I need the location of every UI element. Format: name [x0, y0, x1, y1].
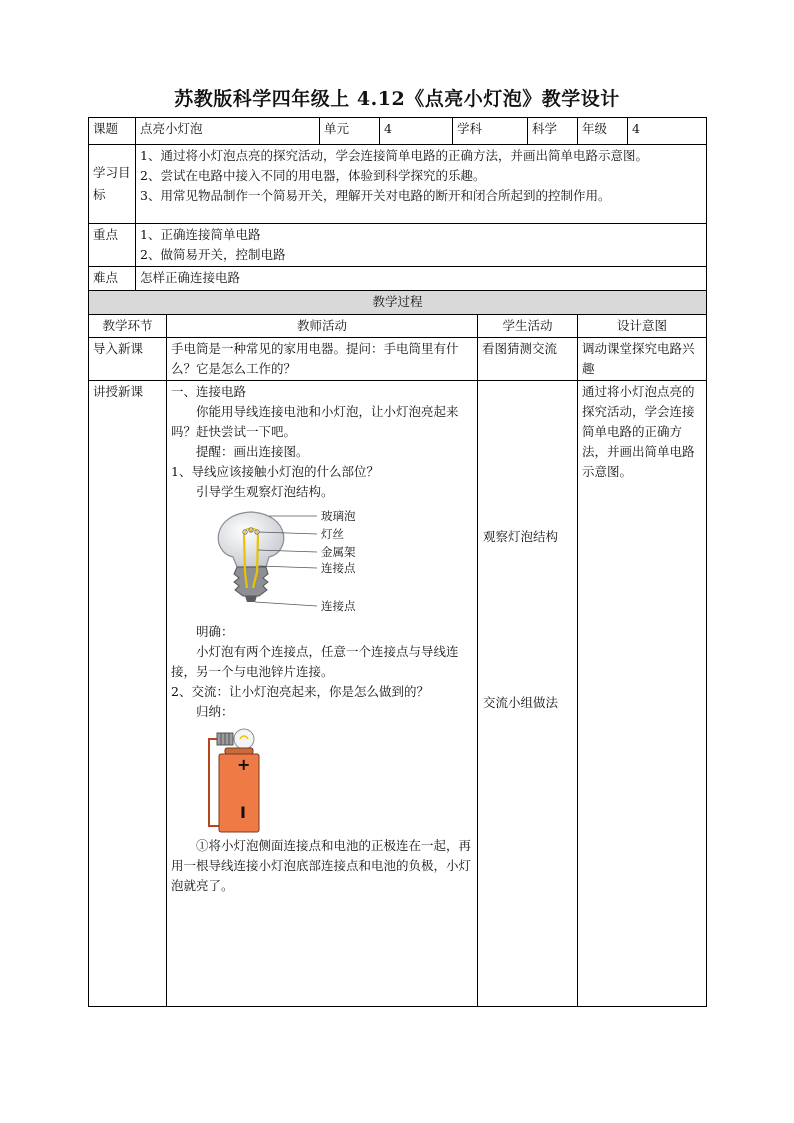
grade-value: 4: [628, 118, 707, 145]
subject-label: 学科: [453, 118, 528, 145]
intro-row: [89, 338, 707, 381]
lecture-stage: 讲授新课: [89, 381, 167, 1007]
objective-item: 3、用常见物品制作一个简易开关，理解开关对电路的断开和闭合所起到的控制作用。: [140, 188, 611, 203]
grade-label: 年级: [578, 118, 628, 145]
teacher-text: 你能用导线连接电池和小灯泡，让小灯泡亮起来吗？赶快尝试一下吧。: [171, 404, 459, 439]
teacher-text: ①将小灯泡侧面连接点和电池的正极连在一起，再用一根导线连接小灯泡底部连接点和电池的负极，小灯泡就亮了。: [171, 838, 472, 893]
column-student: 学生活动: [478, 315, 578, 338]
lecture-student: [478, 381, 578, 1007]
student-activity: 交流小组做法: [483, 695, 559, 710]
unit-label: 单元: [320, 118, 380, 145]
intro-student: 看图猜测交流: [478, 338, 578, 381]
battery-bulb-image: [199, 726, 319, 834]
lecture-teacher: [167, 381, 478, 1007]
key-point-item: 1、正确连接简单电路: [140, 227, 261, 242]
unit-value: 4: [380, 118, 453, 145]
lecture-row: [89, 381, 707, 1007]
bulb-label-filament: 灯丝: [321, 527, 344, 541]
key-points-row: [89, 224, 707, 267]
teacher-text: 明确：: [196, 624, 234, 639]
lesson-plan-table: [88, 117, 707, 1007]
objectives-content: [136, 145, 707, 224]
question-text: 2、交流：让小灯泡亮起来，你是怎么做到的？: [171, 684, 429, 699]
bulb-label-frame: 金属架: [321, 545, 356, 559]
objectives-row: [89, 145, 707, 224]
intro-intent: 调动课堂探究电路兴趣: [578, 338, 707, 381]
teacher-text: 小灯泡有两个连接点，任意一个连接点与导线连接，另一个与电池锌片连接。: [171, 644, 459, 679]
column-stage: 教学环节: [89, 315, 167, 338]
bulb-label-contact-bottom: 连接点: [321, 599, 356, 613]
bulb-label-glass: 玻璃泡: [321, 509, 356, 523]
difficulty-value: 怎样正确连接电路: [136, 267, 707, 291]
objective-item: 1、通过将小灯泡点亮的探究活动，学会连接简单电路的正确方法，并画出简单电路示意图。: [140, 148, 648, 163]
student-activity: 观察灯泡结构: [483, 529, 559, 544]
battery-negative-sign: I: [240, 803, 246, 822]
lesson-value: 点亮小灯泡: [136, 118, 320, 145]
battery-positive-sign: +: [237, 755, 251, 774]
teacher-text: 引导学生观察灯泡结构。: [196, 484, 334, 499]
process-header: 教学过程: [89, 291, 707, 315]
bulb-diagram: [171, 502, 473, 622]
intro-teacher: 手电筒是一种常见的家用电器。提问：手电筒里有什么？它是怎么工作的？: [167, 338, 478, 381]
section-heading: 一、连接电路: [171, 384, 247, 399]
objectives-label: 学习目标: [89, 145, 136, 224]
process-header-row: [89, 291, 707, 315]
key-points-label: 重点: [89, 224, 136, 267]
process-columns-row: [89, 315, 707, 338]
column-teacher: 教师活动: [167, 315, 478, 338]
circuit-diagram: [171, 722, 473, 830]
key-points-content: [136, 224, 707, 267]
intro-stage: 导入新课: [89, 338, 167, 381]
teacher-text: 归纳：: [196, 704, 234, 719]
teacher-text: 提醒：画出连接图。: [196, 444, 309, 459]
column-intent: 设计意图: [578, 315, 707, 338]
lesson-label: 课题: [89, 118, 136, 145]
question-text: 1、导线应该接触小灯泡的什么部位？: [171, 464, 379, 479]
difficulty-label: 难点: [89, 267, 136, 291]
subject-value: 科学: [528, 118, 578, 145]
objective-item: 2、尝试在电路中接入不同的用电器，体验到科学探究的乐趣。: [140, 168, 486, 183]
bulb-label-contact-side: 连接点: [321, 561, 356, 575]
lecture-intent: 通过将小灯泡点亮的探究活动，学会连接简单电路的正确方法，并画出简单电路示意图。: [578, 381, 707, 1007]
difficulty-row: [89, 267, 707, 291]
info-row: [89, 118, 707, 145]
key-point-item: 2、做简易开关，控制电路: [140, 247, 286, 262]
page-title: 苏教版科学四年级上 4.12《点亮小灯泡》教学设计: [174, 88, 620, 110]
